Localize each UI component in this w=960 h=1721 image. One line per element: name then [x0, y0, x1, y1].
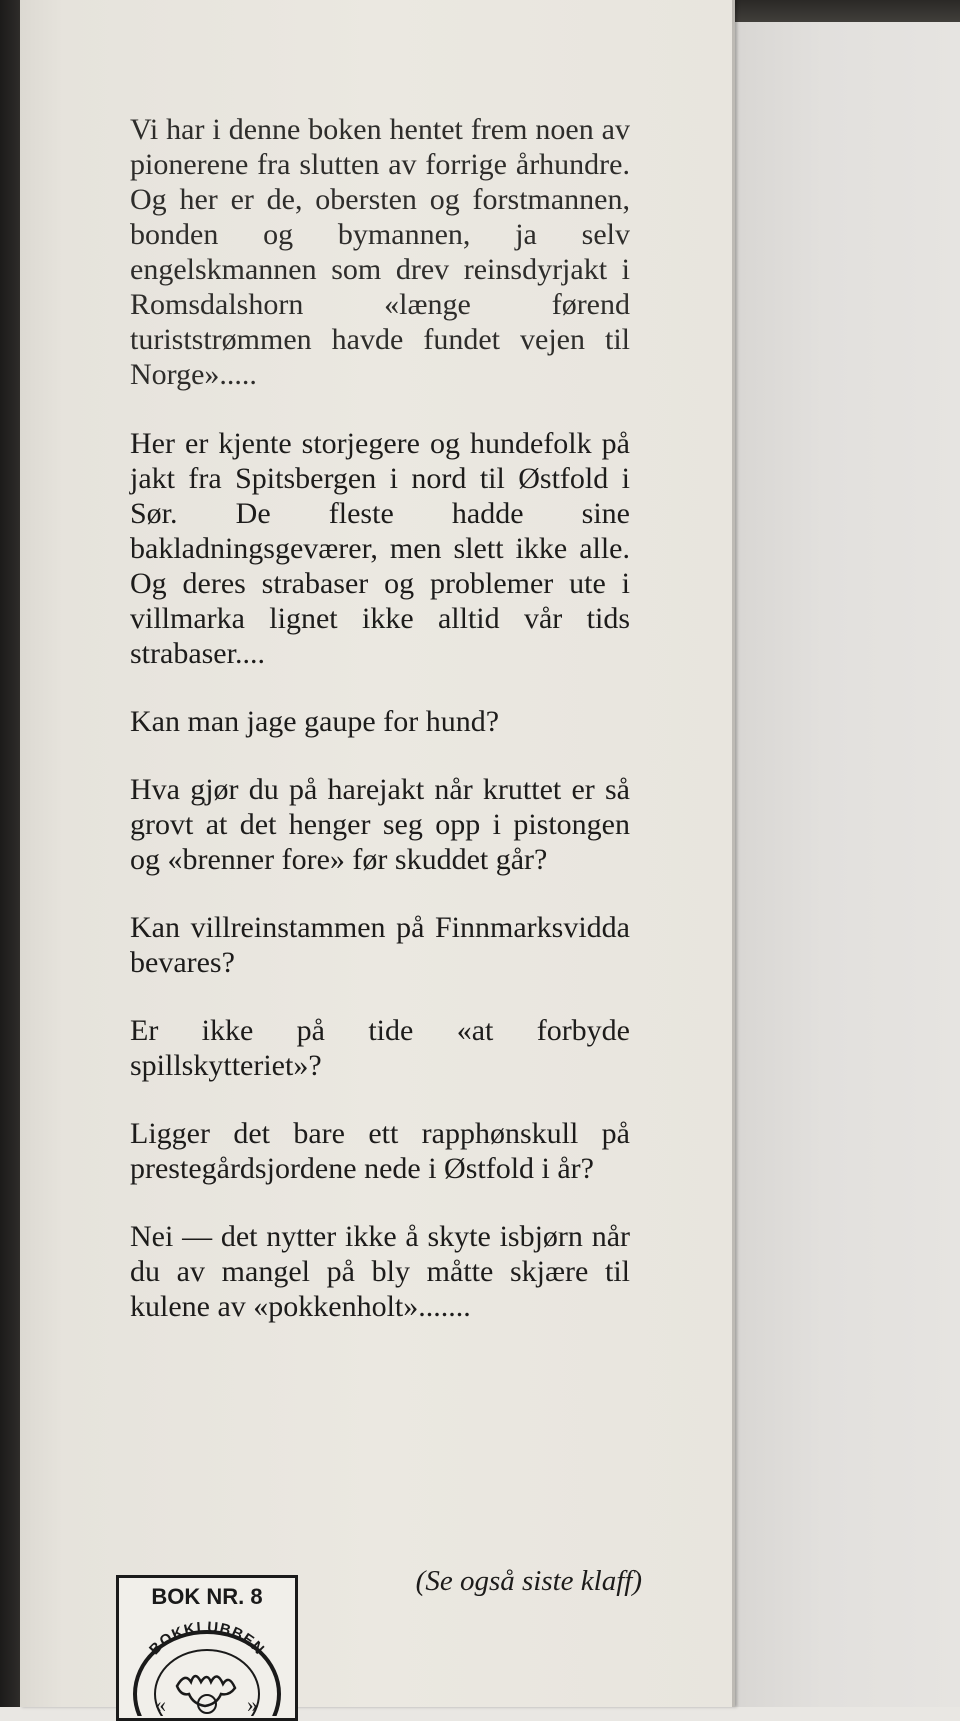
flap-text — [130, 112, 630, 1357]
badge-logo-text: BOKKLUBBEN — [146, 1618, 268, 1659]
paragraph: Ligger det bare ett rapphønskull på prestegårdsjordene nede i Østfold i år? — [130, 1117, 630, 1185]
flap-edge — [732, 0, 735, 1707]
paragraph: Hva gjør du på harejakt når kruttet er så grovt at det henger seg opp i pistongen og «brenner fore» før skuddet går? — [130, 773, 630, 876]
svg-text:»: » — [247, 1692, 258, 1716]
book-number-badge — [116, 1575, 298, 1721]
paragraph: Vi har i denne boken hentet frem noen av pionerene fra slutten av forrige århundre. Og her er de, obersten og forstmannen, bonden og bymannen, ja selv engelskmannen som drev reinsdyrjakt i Romsdalshorn «længe førend turiststrømmen havde fundet vejen til Norge»..... — [130, 113, 630, 391]
paragraph: Her er kjente storjegere og hundefolk på jakt fra Spitsbergen i nord til Østfold i Sør. De fleste hadde sine bakladningsgeværer, men slett ikke alle. Og deres strabaser og problemer ute i villmarka lignet ikke alltid vår tids strabaser.... — [130, 427, 630, 670]
see-also-note: (Se også siste klaff) — [415, 1565, 642, 1597]
svg-text:BOKKLUBBEN — [146, 1619, 268, 1658]
book-number-label: BOK NR. 8 — [151, 1584, 263, 1609]
paragraph: Nei — det nytter ikke å skyte isbjørn når du av mangel på bly måtte skjære til kulene av «pokkenholt»....... — [130, 1220, 630, 1323]
moose-emblem-icon — [127, 1616, 287, 1716]
svg-text:«: « — [155, 1692, 166, 1716]
book-page — [733, 22, 960, 1707]
paragraph: Kan villreinstammen på Finnmarksvidda bevares? — [130, 911, 630, 979]
paragraph: Er ikke på tide «at forbyde spillskytteriet»? — [130, 1014, 630, 1082]
paragraph: Kan man jage gaupe for hund? — [130, 705, 500, 738]
